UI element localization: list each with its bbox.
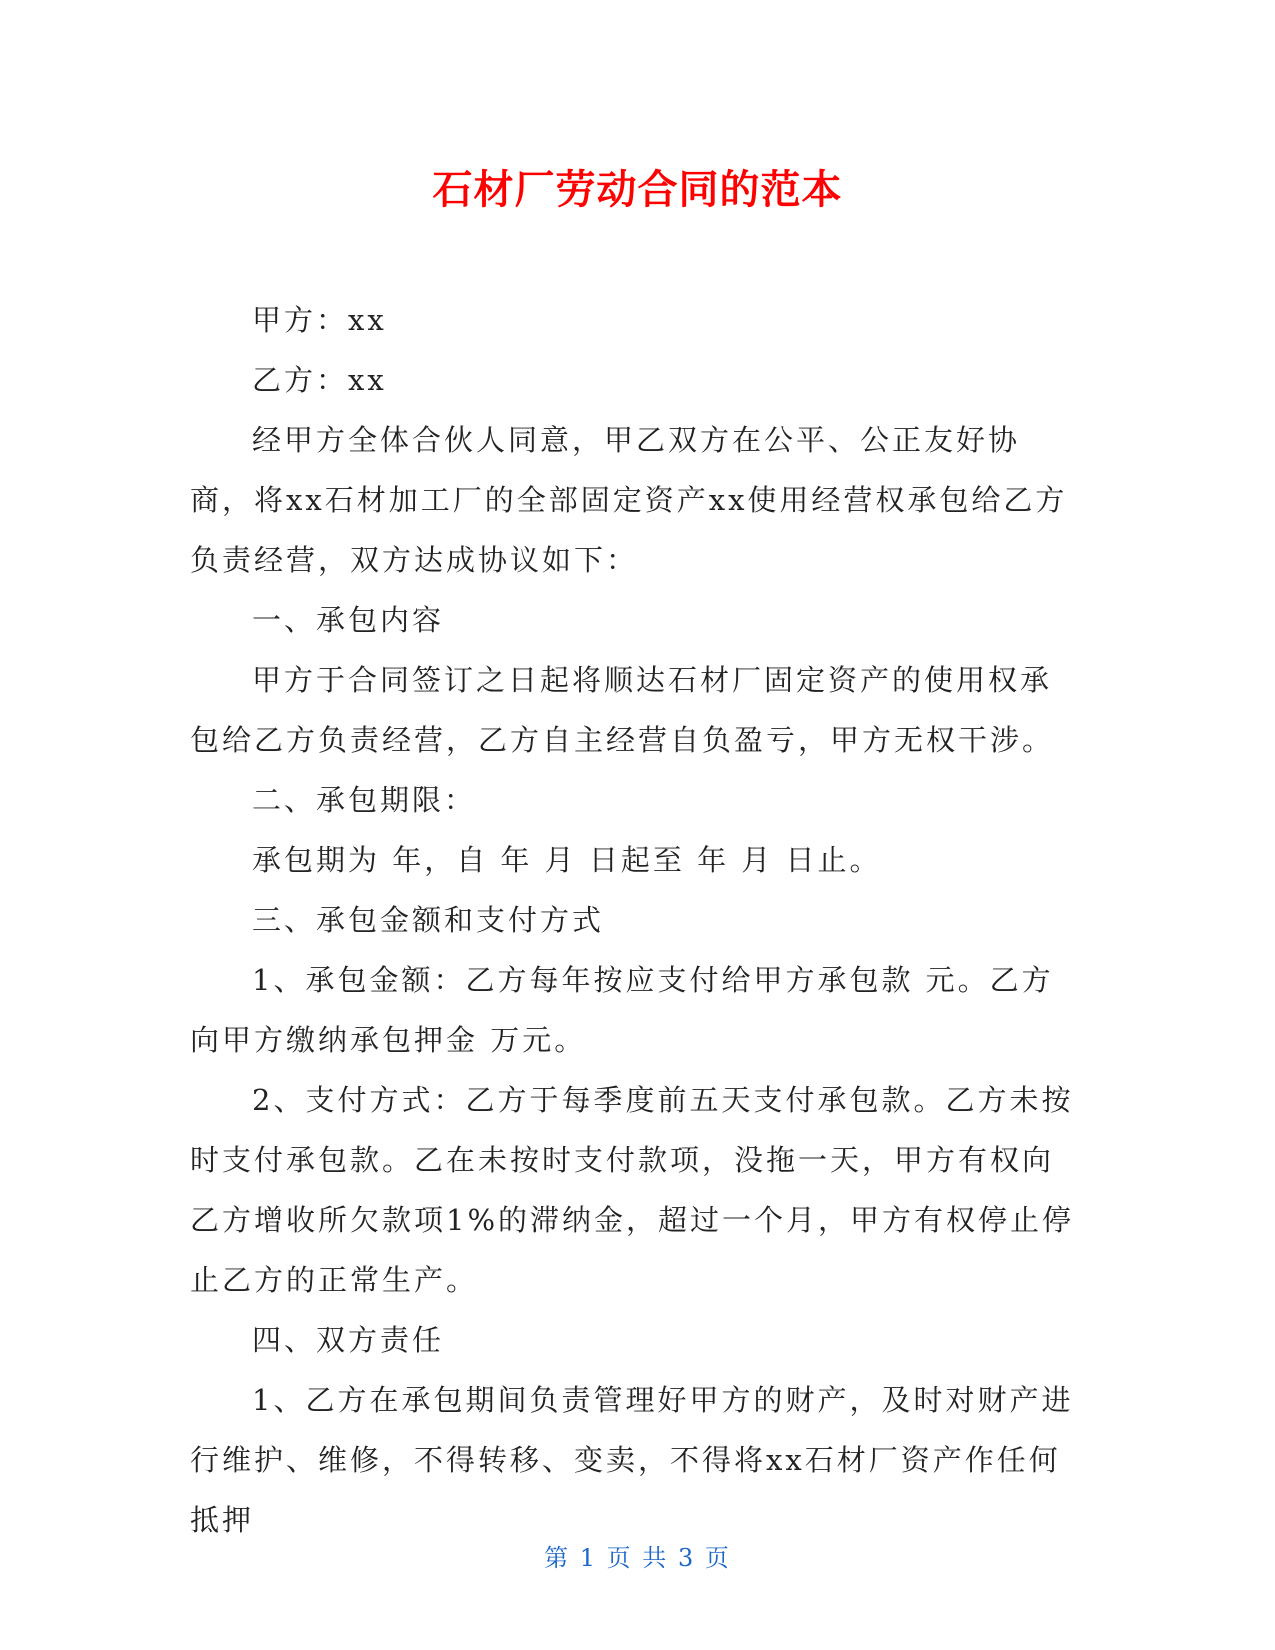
paragraph-party-b: 乙方：xx	[252, 363, 387, 397]
paragraph-party-a: 甲方：xx	[252, 303, 387, 337]
paragraph-contract-amount: 1、承包金额：乙方每年按应支付给甲方承包款 元。乙方向甲方缴纳承包押金 万元。	[190, 963, 1054, 1057]
document-body	[190, 290, 1080, 1550]
document-title: 石材厂劳动合同的范本	[432, 167, 843, 213]
paragraph-payment-method: 2、支付方式：乙方于每季度前五天支付承包款。乙方未按时支付承包款。乙在未按时支付款项，没拖一天，甲方有权向乙方增收所欠款项1%的滞纳金，超过一个月，甲方有权停止停止乙方的正常生产。	[190, 1083, 1075, 1297]
section-heading-1: 一、承包内容	[252, 603, 445, 637]
paragraph-contract-term: 承包期为 年，自 年 月 日起至 年 月 日止。	[252, 843, 882, 877]
section-heading-2: 二、承包期限：	[252, 783, 477, 817]
paragraph-responsibility-1: 1、乙方在承包期间负责管理好甲方的财产，及时对财产进行维护、维修，不得转移、变卖，不得将xx石材厂资产作任何抵押	[190, 1383, 1074, 1537]
paragraph-preamble: 经甲方全体合伙人同意，甲乙双方在公平、公正友好协商，将xx石材加工厂的全部固定资产xx使用经营权承包给乙方负责经营，双方达成协议如下：	[190, 423, 1068, 577]
section-heading-4: 四、双方责任	[252, 1323, 445, 1357]
paragraph-contract-content: 甲方于合同签订之日起将顺达石材厂固定资产的使用权承包给乙方负责经营，乙方自主经营自负盈亏，甲方无权干涉。	[190, 663, 1055, 757]
page-number-footer: 第 1 页 共 3 页	[544, 1544, 731, 1572]
section-heading-3: 三、承包金额和支付方式	[252, 903, 605, 937]
